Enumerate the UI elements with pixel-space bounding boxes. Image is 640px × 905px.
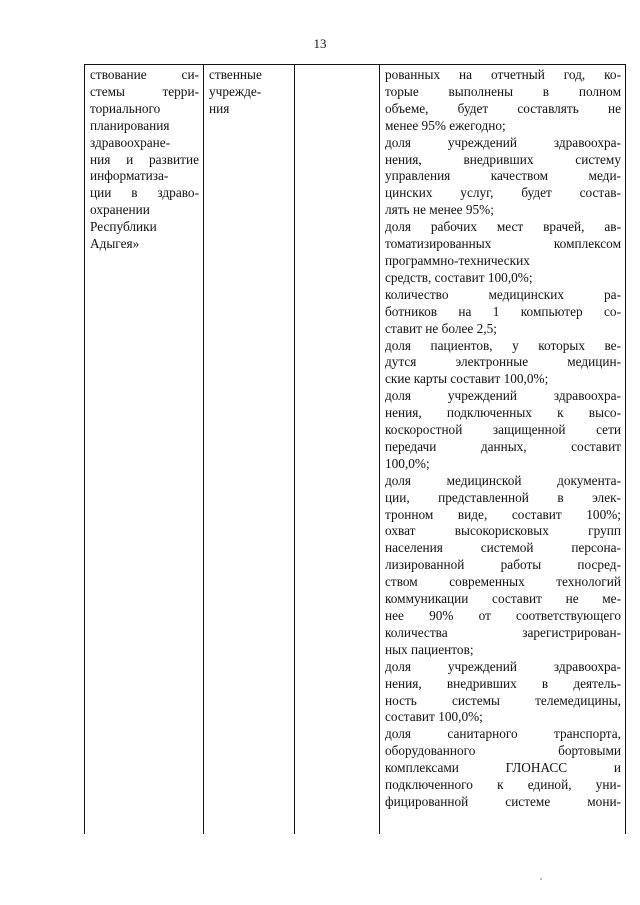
text-line: количества зарегистрирован- bbox=[385, 624, 621, 640]
text-line: ством современных технологий bbox=[385, 574, 621, 590]
scan-artifact bbox=[540, 878, 542, 880]
text-line: ных пациентов; bbox=[385, 641, 474, 657]
text-line: здравоохране- bbox=[90, 134, 171, 150]
cell-empty bbox=[295, 65, 380, 835]
text-line: информатиза- bbox=[90, 168, 169, 184]
text-line: дутся электронные медицин- bbox=[385, 354, 621, 370]
text-line: коскоростной защищенной сети bbox=[385, 422, 621, 438]
text-line: ствование си- bbox=[90, 67, 199, 82]
text-line: торые выполнены в полном bbox=[385, 83, 621, 99]
text-line: средств, составит 100,0%; bbox=[385, 269, 533, 285]
text-line: комплексами ГЛОНАСС и bbox=[385, 760, 621, 776]
text-line: Республики bbox=[90, 219, 157, 235]
text-line: томатизированных комплексом bbox=[385, 236, 621, 252]
text-line: управления качеством меди- bbox=[385, 168, 621, 184]
text-line: ские карты составит 100,0%; bbox=[385, 371, 549, 387]
text-line: нения, внедривших в деятель- bbox=[385, 675, 621, 691]
text-line: доля учреждений здравоохра- bbox=[385, 134, 621, 150]
text-line: ботников на 1 компьютер со- bbox=[385, 303, 621, 319]
text-line: составит 100,0%; bbox=[385, 709, 483, 725]
text-line: доля санитарного транспорта, bbox=[385, 726, 621, 742]
cell-indicators bbox=[380, 65, 626, 835]
table-row bbox=[85, 65, 626, 835]
text-line: стемы терри- bbox=[90, 83, 199, 99]
text-line: доля медицинской документа- bbox=[385, 472, 621, 488]
text-line: ность системы телемедицины, bbox=[385, 692, 621, 708]
text-line: количество медицинских ра- bbox=[385, 286, 621, 302]
text-line: доля пациентов, у которых ве- bbox=[385, 337, 621, 353]
text-line: учрежде- bbox=[209, 83, 262, 99]
text-line: рованных на отчетный год, ко- bbox=[385, 67, 621, 82]
text-line: ции в здраво- bbox=[90, 185, 199, 201]
text-line: охват высокорисковых групп bbox=[385, 523, 621, 539]
text-line: подключенного к единой, уни- bbox=[385, 777, 621, 793]
text-line: нее 90% от соответствующего bbox=[385, 608, 621, 623]
text-line: цинских услуг, будет состав- bbox=[385, 185, 621, 201]
text-line: планирования bbox=[90, 117, 170, 133]
text-line: лизированной работы посред- bbox=[385, 557, 621, 573]
text-line: 100,0%; bbox=[385, 455, 430, 471]
program-table bbox=[84, 64, 626, 834]
text-line: доля учреждений здравоохра- bbox=[385, 658, 621, 674]
text-line: лять не менее 95%; bbox=[385, 202, 494, 218]
text-line: менее 95% ежегодно; bbox=[385, 117, 506, 133]
text-line: ции, представленной в элек- bbox=[385, 489, 621, 505]
page-number: 13 bbox=[313, 36, 327, 51]
text-line: ния bbox=[209, 100, 230, 116]
cell-program-name bbox=[85, 65, 204, 835]
text-line: Адыгея» bbox=[90, 236, 140, 252]
text-line: ния и развитие bbox=[90, 151, 199, 167]
text-line: ториального bbox=[90, 100, 161, 116]
text-line: доля учреждений здравоохра- bbox=[385, 388, 621, 404]
text-line: ственные bbox=[209, 67, 262, 82]
text-line: ставит не более 2,5; bbox=[385, 320, 497, 336]
text-line: доля рабочих мест врачей, ав- bbox=[385, 219, 621, 235]
text-line: объеме, будет составлять не bbox=[385, 100, 621, 116]
text-line: программно-технических bbox=[385, 252, 530, 268]
text-line: коммуникации составит не ме- bbox=[385, 591, 621, 607]
text-line: тронном виде, составит 100%; bbox=[385, 506, 621, 522]
text-line: нения, внедривших систему bbox=[385, 151, 621, 167]
cell-executor bbox=[204, 65, 295, 835]
text-line: охранении bbox=[90, 202, 150, 218]
text-line: оборудованного бортовыми bbox=[385, 743, 621, 759]
text-line: фицированной системе мони- bbox=[385, 793, 621, 809]
text-line: населения системой персона- bbox=[385, 540, 621, 556]
text-line: нения, подключенных к высо- bbox=[385, 405, 621, 421]
text-line: передачи данных, составит bbox=[385, 438, 621, 454]
